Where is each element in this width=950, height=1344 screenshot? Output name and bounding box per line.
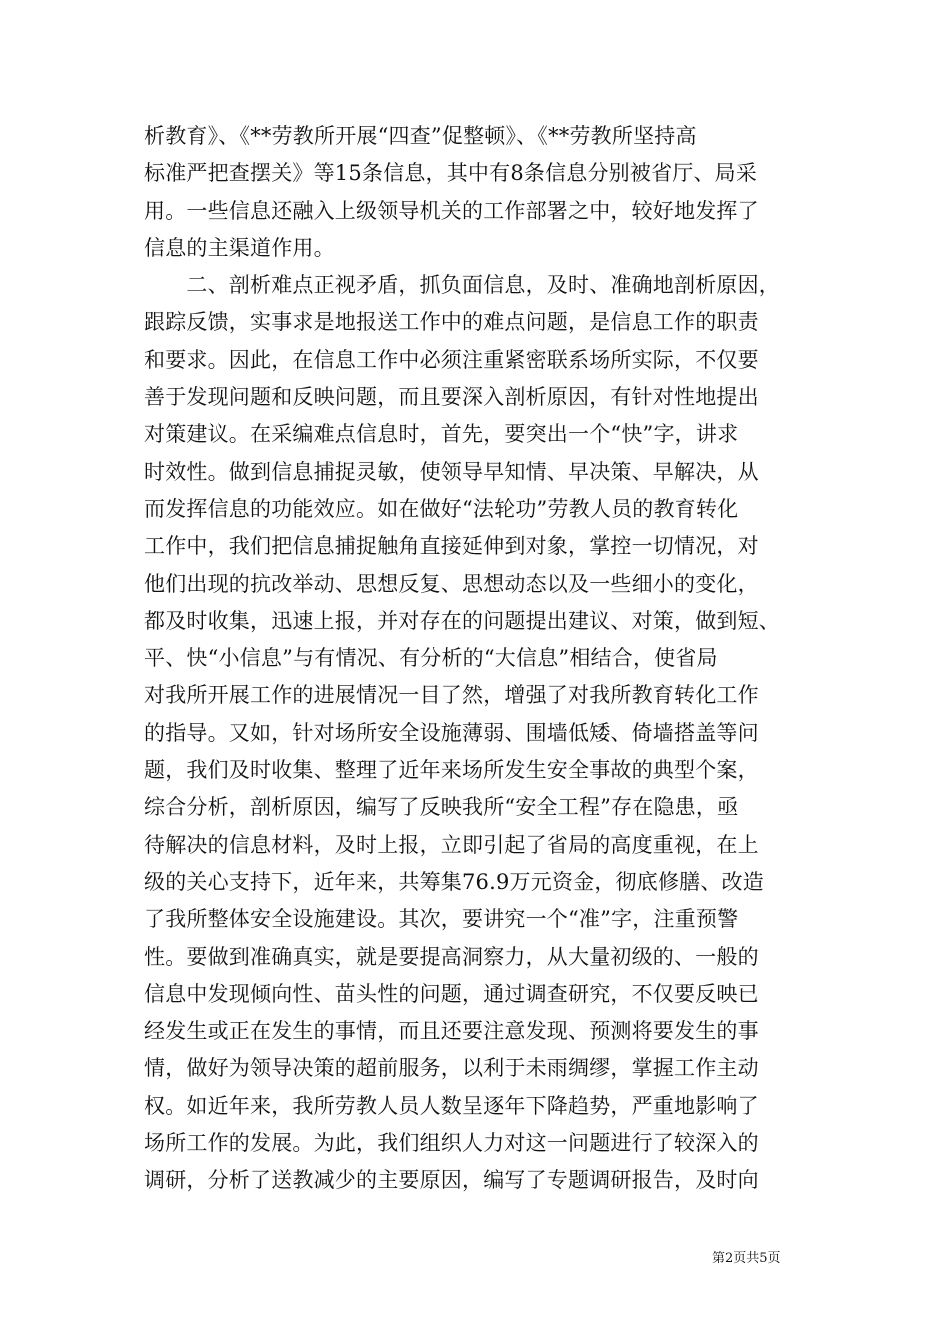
text-line: 场所工作的发展。为此，我们组织人力对这一问题进行了较深入的: [144, 1131, 759, 1156]
text-line: 善于发现问题和反映问题，而且要深入剖析原因，有针对性地提出: [144, 385, 759, 410]
text-line: 性。要做到准确真实，就是要提高洞察力，从大量初级的、一般的: [144, 944, 759, 969]
text-line: 跟踪反馈，实事求是地报送工作中的难点问题，是信息工作的职责: [144, 310, 759, 335]
text-line: 二、剖析难点正视矛盾，抓负面信息，及时、准确地剖析原因，: [144, 273, 780, 298]
text-line: 对策建议。在采编难点信息时，首先，要突出一个“快”字，讲求: [144, 422, 739, 447]
page-number-footer: 第2页共5页: [712, 1251, 781, 1266]
text-line: 他们出现的抗改举动、思想反复、思想动态以及一些细小的变化，: [144, 571, 759, 596]
text-line: 综合分析，剖析原因，编写了反映我所“安全工程”存在隐患，亟: [144, 795, 739, 820]
text-line: 级的关心支持下，近年来，共筹集76.9万元资金，彻底修膳、改造: [144, 869, 764, 894]
paragraph-1: [144, 118, 824, 267]
text-line: 待解决的信息材料，及时上报，立即引起了省局的高度重视，在上: [144, 832, 759, 857]
text-line: 对我所开展工作的进展情况一目了然，增强了对我所教育转化工作: [144, 683, 759, 708]
text-line: 平、快“小信息”与有情况、有分析的“大信息”相结合，使省局: [144, 646, 718, 671]
text-line: 析教育》、《**劳教所开展“四查”促整顿》、《**劳教所坚持高: [144, 124, 697, 148]
text-line: 信息中发现倾向性、苗头性的问题，通过调查研究，不仅要反映已: [144, 981, 759, 1006]
text-line: 的指导。又如，针对场所安全设施薄弱、围墙低矮、倚墙搭盖等问: [144, 720, 759, 745]
text-line: 标准严把查摆关》等15条信息，其中有8条信息分别被省厅、局采: [144, 161, 758, 186]
document-body: [144, 118, 824, 1200]
text-line: 经发生或正在发生的事情，而且还要注意发现、预测将要发生的事: [144, 1019, 759, 1044]
text-line: 调研，分析了送教减少的主要原因，编写了专题调研报告，及时向: [144, 1168, 759, 1193]
text-line: 了我所整体安全设施建设。其次，要讲究一个“准”字，注重预警: [144, 907, 739, 932]
paragraph-2: [144, 267, 824, 1199]
text-line: 题，我们及时收集、整理了近年来场所发生安全事故的典型个案，: [144, 758, 759, 783]
text-line: 信息的主渠道作用。: [144, 235, 335, 260]
text-line: 权。如近年来，我所劳教人员人数呈逐年下降趋势，严重地影响了: [144, 1093, 759, 1118]
text-line: 工作中，我们把信息捕捉触角直接延伸到对象，掌控一切情况，对: [144, 534, 759, 559]
text-line: 而发挥信息的功能效应。如在做好“法轮功”劳教人员的教育转化: [144, 496, 739, 521]
text-line: 和要求。因此，在信息工作中必须注重紧密联系场所实际，不仅要: [144, 347, 759, 372]
text-line: 情，做好为领导决策的超前服务，以利于未雨绸缪，掌握工作主动: [144, 1056, 759, 1081]
text-line: 用。一些信息还融入上级领导机关的工作部署之中，较好地发挥了: [144, 198, 759, 223]
text-line: 时效性。做到信息捕捉灵敏，使领导早知情、早决策、早解决，从: [144, 459, 759, 484]
text-line: 都及时收集，迅速上报，并对存在的问题提出建议、对策，做到短、: [144, 608, 780, 633]
